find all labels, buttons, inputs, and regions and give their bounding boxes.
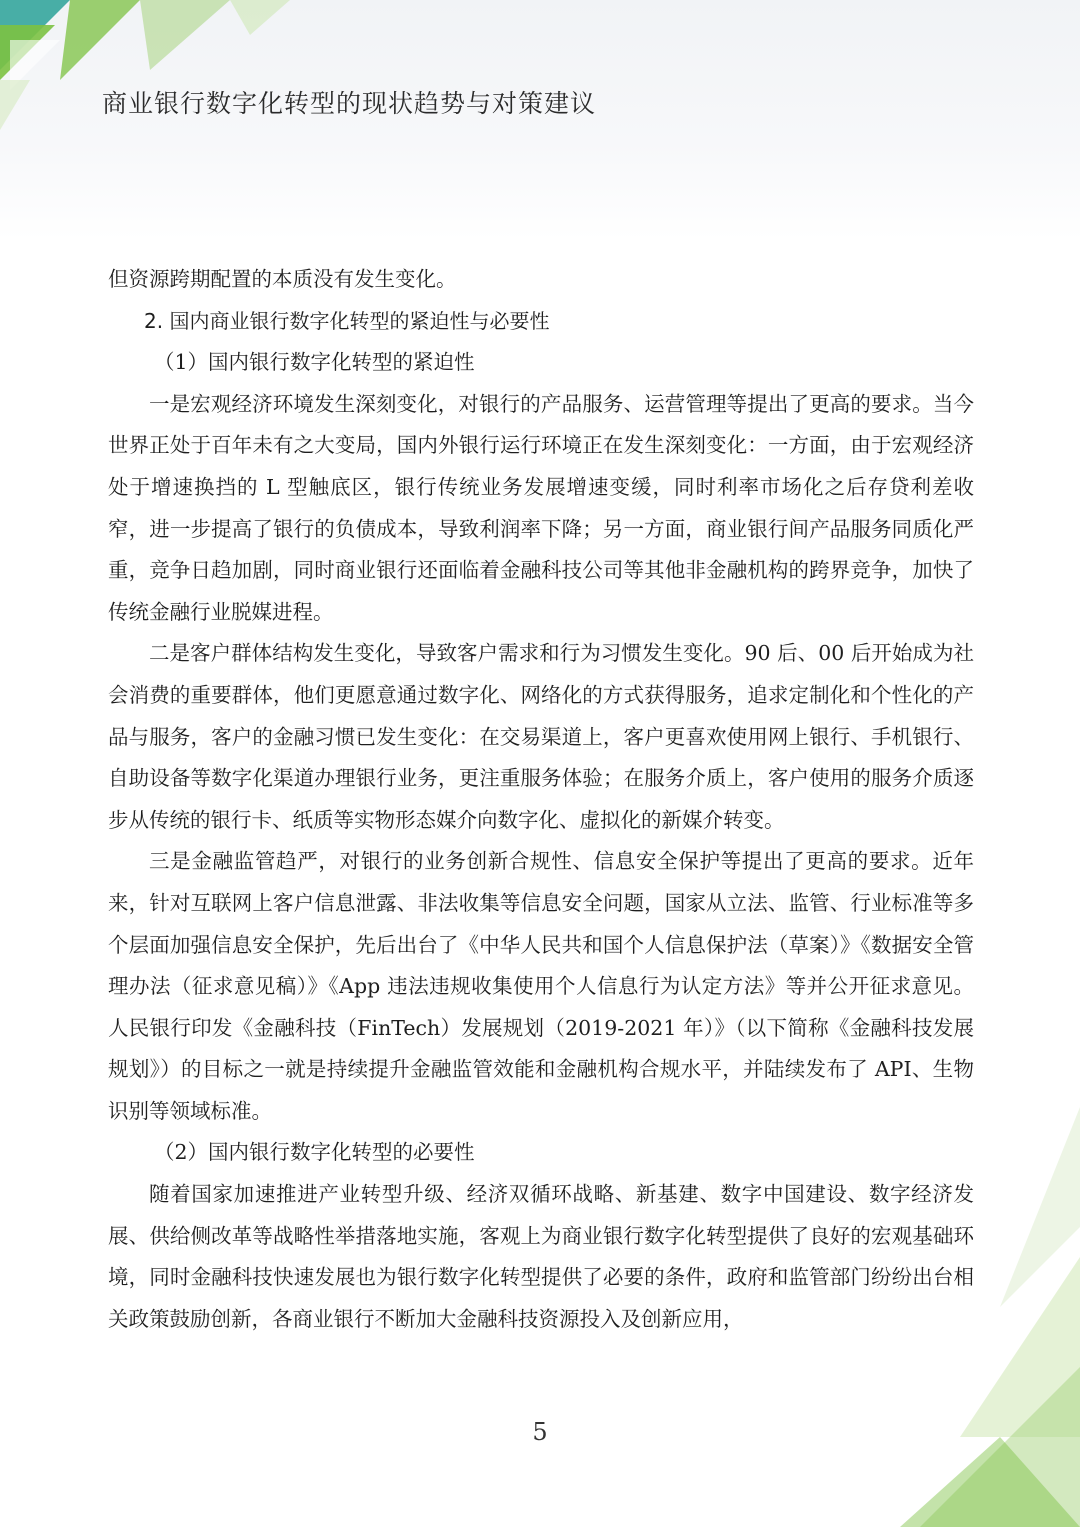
- paragraph: 二是客户群体结构发生变化，导致客户需求和行为习惯发生变化。90 后、00 后开始成为社会消费的重要群体，他们更愿意通过数字化、网络化的方式获得服务，追求定制化和个性化的产品与服务，客户的金融习惯已发生变化：在交易渠道上，客户更喜欢使用网上银行、手机银行、自助设备等数字化渠道办理银行业务，更注重服务体验；在服务介质上，客户使用的服务介质逐步从传统的银行卡、纸质等实物形态媒介向数字化、虚拟化的新媒介转变。: [108, 641, 974, 832]
- page-number: 5: [532, 1418, 548, 1446]
- subsection-heading: （2）国内银行数字化转型的必要性: [154, 1140, 475, 1165]
- subsection-heading: （1）国内银行数字化转型的紧迫性: [154, 350, 475, 375]
- paragraph: 随着国家加速推进产业转型升级、经济双循环战略、新基建、数字中国建设、数字经济发展、供给侧改革等战略性举措落地实施，客观上为商业银行数字化转型提供了良好的宏观基础环境，同时金融科技快速发展也为银行数字化转型提供了必要的条件，政府和监管部门纷纷出台相关政策鼓励创新，各商业银行不断加大金融科技资源投入及创新应用，: [108, 1182, 974, 1331]
- paragraph: 但资源跨期配置的本质没有发生变化。: [108, 267, 457, 291]
- section-heading: 2. 国内商业银行数字化转型的紧迫性与必要性: [144, 308, 550, 333]
- paragraph: 一是宏观经济环境发生深刻变化，对银行的产品服务、运营管理等提出了更高的要求。当今世界正处于百年未有之大变局，国内外银行运行环境正在发生深刻变化：一方面，由于宏观经济处于增速换挡的 L 型触底区，银行传统业务发展增速变缓，同时利率市场化之后存贷利差收窄，进一步提高了银行的负债成本，导致利润率下降；另一方面，商业银行间产品服务同质化严重，竞争日趋加剧，同时商业银行还面临着金融科技公司等其他非金融机构的跨界竞争，加快了传统金融行业脱媒进程。: [108, 391, 974, 624]
- paragraph: 三是金融监管趋严，对银行的业务创新合规性、信息安全保护等提出了更高的要求。近年来，针对互联网上客户信息泄露、非法收集等信息安全问题，国家从立法、监管、行业标准等多个层面加强信息安全保护，先后出台了《中华人民共和国个人信息保护法（草案）》《数据安全管理办法（征求意见稿）》《App 违法违规收集使用个人信息行为认定方法》等并公开征求意见。人民银行印发《金融科技（FinTech）发展规划（2019-2021 年）》（以下简称《金融科技发展规划》）的目标之一就是持续提升金融监管效能和金融机构合规水平，并陆续发布了 API、生物识别等领域标准。: [108, 849, 974, 1123]
- body-text: [108, 259, 974, 1340]
- document-title: 商业银行数字化转型的现状趋势与对策建议: [102, 89, 597, 118]
